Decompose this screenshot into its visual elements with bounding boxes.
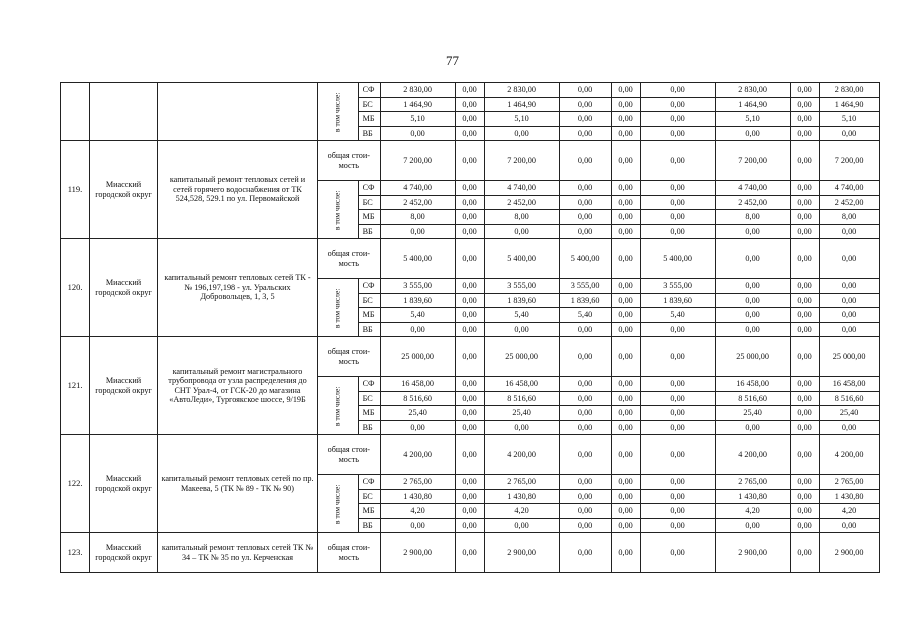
value-cell: 25,40 xyxy=(380,406,455,421)
value-cell: 25 000,00 xyxy=(819,337,879,377)
in-total-text: в том числе: xyxy=(332,484,342,524)
source-code: БС xyxy=(358,97,380,112)
value-cell: 0,00 xyxy=(559,83,611,98)
value-cell: 7 200,00 xyxy=(819,141,879,181)
value-cell: 8,00 xyxy=(484,210,559,225)
value-cell: 1 839,60 xyxy=(640,293,715,308)
value-cell: 25 000,00 xyxy=(484,337,559,377)
value-cell: 0,00 xyxy=(484,518,559,533)
source-code: ВБ xyxy=(358,420,380,435)
value-cell: 4 740,00 xyxy=(819,181,879,196)
source-code: СФ xyxy=(358,83,380,98)
value-cell: 0,00 xyxy=(611,420,640,435)
item-number: 121. xyxy=(61,337,90,435)
value-cell: 0,00 xyxy=(715,279,790,294)
value-cell: 0,00 xyxy=(559,210,611,225)
value-cell: 7 200,00 xyxy=(715,141,790,181)
value-cell: 5 400,00 xyxy=(559,239,611,279)
value-cell: 16 458,00 xyxy=(484,377,559,392)
value-cell: 0,00 xyxy=(790,377,819,392)
value-cell: 0,00 xyxy=(611,279,640,294)
value-cell: 0,00 xyxy=(611,406,640,421)
value-cell: 0,00 xyxy=(455,210,484,225)
value-cell: 0,00 xyxy=(559,518,611,533)
value-cell: 0,00 xyxy=(611,489,640,504)
value-cell: 2 765,00 xyxy=(380,475,455,490)
value-cell: 0,00 xyxy=(455,141,484,181)
value-cell: 1 839,60 xyxy=(559,293,611,308)
value-cell: 0,00 xyxy=(819,293,879,308)
value-cell: 0,00 xyxy=(611,322,640,337)
value-cell: 25,40 xyxy=(819,406,879,421)
value-cell: 0,00 xyxy=(640,420,715,435)
value-cell: 0,00 xyxy=(819,308,879,323)
total-label: общая стои-мость xyxy=(318,239,381,279)
source-code: БС xyxy=(358,293,380,308)
value-cell: 0,00 xyxy=(455,83,484,98)
value-cell: 0,00 xyxy=(455,518,484,533)
source-code: ВБ xyxy=(358,322,380,337)
value-cell: 7 200,00 xyxy=(484,141,559,181)
value-cell: 0,00 xyxy=(559,391,611,406)
value-cell: 2 765,00 xyxy=(819,475,879,490)
value-cell: 0,00 xyxy=(559,112,611,127)
value-cell: 2 830,00 xyxy=(819,83,879,98)
value-cell: 0,00 xyxy=(455,322,484,337)
value-cell: 0,00 xyxy=(611,126,640,141)
value-cell: 0,00 xyxy=(819,239,879,279)
value-cell: 0,00 xyxy=(790,322,819,337)
source-code: СФ xyxy=(358,279,380,294)
value-cell: 2 765,00 xyxy=(484,475,559,490)
item-number: 120. xyxy=(61,239,90,337)
in-total-label xyxy=(318,83,359,141)
item-number: 123. xyxy=(61,533,90,573)
source-code: СФ xyxy=(358,475,380,490)
value-cell: 0,00 xyxy=(819,126,879,141)
value-cell: 2 900,00 xyxy=(819,533,879,573)
value-cell: 0,00 xyxy=(640,406,715,421)
value-cell: 0,00 xyxy=(640,83,715,98)
value-cell: 0,00 xyxy=(611,293,640,308)
description-cell: капитальный ремонт тепловых сетей ТК - № 196,197,198 - ул. Уральских Добровольцев, 1, 3, 5 xyxy=(158,239,318,337)
value-cell: 0,00 xyxy=(819,518,879,533)
value-cell: 0,00 xyxy=(790,181,819,196)
value-cell: 0,00 xyxy=(640,377,715,392)
value-cell: 0,00 xyxy=(819,420,879,435)
total-label: общая стои-мость xyxy=(318,435,381,475)
value-cell: 2 900,00 xyxy=(715,533,790,573)
value-cell: 0,00 xyxy=(484,322,559,337)
value-cell: 0,00 xyxy=(611,435,640,475)
value-cell: 2 830,00 xyxy=(715,83,790,98)
value-cell: 4,20 xyxy=(380,504,455,519)
value-cell: 0,00 xyxy=(790,475,819,490)
value-cell: 0,00 xyxy=(455,475,484,490)
page-number: 77 xyxy=(446,53,459,68)
total-label: общая стои-мость xyxy=(318,337,381,377)
value-cell: 8 516,60 xyxy=(380,391,455,406)
value-cell: 0,00 xyxy=(790,533,819,573)
value-cell: 0,00 xyxy=(640,141,715,181)
value-cell: 0,00 xyxy=(640,504,715,519)
value-cell: 0,00 xyxy=(455,97,484,112)
value-cell: 0,00 xyxy=(640,195,715,210)
item-number: 119. xyxy=(61,141,90,239)
value-cell: 2 900,00 xyxy=(484,533,559,573)
source-code: МБ xyxy=(358,210,380,225)
value-cell: 0,00 xyxy=(559,322,611,337)
value-cell: 0,00 xyxy=(790,435,819,475)
value-cell: 0,00 xyxy=(715,293,790,308)
value-cell: 0,00 xyxy=(455,377,484,392)
value-cell: 16 458,00 xyxy=(380,377,455,392)
source-code: БС xyxy=(358,195,380,210)
value-cell: 0,00 xyxy=(484,126,559,141)
value-cell: 4,20 xyxy=(715,504,790,519)
value-cell: 0,00 xyxy=(559,489,611,504)
source-code: СФ xyxy=(358,181,380,196)
value-cell: 0,00 xyxy=(611,181,640,196)
value-cell: 4 740,00 xyxy=(715,181,790,196)
municipality-cell: Миасский городской округ xyxy=(90,337,158,435)
value-cell: 0,00 xyxy=(640,475,715,490)
municipality-cell xyxy=(90,83,158,141)
value-cell: 1 839,60 xyxy=(380,293,455,308)
value-cell: 8,00 xyxy=(715,210,790,225)
description-cell xyxy=(158,83,318,141)
value-cell: 2 452,00 xyxy=(715,195,790,210)
value-cell: 1 430,80 xyxy=(484,489,559,504)
value-cell: 0,00 xyxy=(455,195,484,210)
value-cell: 5 400,00 xyxy=(640,239,715,279)
value-cell: 8,00 xyxy=(380,210,455,225)
in-total-label xyxy=(318,377,359,435)
item-number xyxy=(61,83,90,141)
value-cell: 0,00 xyxy=(455,279,484,294)
value-cell: 0,00 xyxy=(715,126,790,141)
value-cell: 0,00 xyxy=(640,181,715,196)
value-cell: 0,00 xyxy=(611,504,640,519)
value-cell: 25,40 xyxy=(715,406,790,421)
value-cell: 0,00 xyxy=(790,83,819,98)
value-cell: 0,00 xyxy=(611,97,640,112)
value-cell: 0,00 xyxy=(455,293,484,308)
value-cell: 3 555,00 xyxy=(484,279,559,294)
value-cell: 0,00 xyxy=(559,337,611,377)
municipality-cell: Миасский городской округ xyxy=(90,141,158,239)
value-cell: 0,00 xyxy=(790,239,819,279)
table-row xyxy=(61,83,880,98)
value-cell: 4 200,00 xyxy=(380,435,455,475)
in-total-text: в том числе: xyxy=(332,288,342,328)
value-cell: 5,40 xyxy=(484,308,559,323)
value-cell: 0,00 xyxy=(380,224,455,239)
value-cell: 0,00 xyxy=(611,337,640,377)
value-cell: 0,00 xyxy=(611,224,640,239)
value-cell: 4 200,00 xyxy=(484,435,559,475)
value-cell: 0,00 xyxy=(611,391,640,406)
budget-table xyxy=(60,82,880,573)
value-cell: 0,00 xyxy=(455,435,484,475)
value-cell: 0,00 xyxy=(790,420,819,435)
description-cell: капитальный ремонт тепловых сетей и сетей горячего водоснабжения от ТК 524,528, 529.1 по ул. Первомайской xyxy=(158,141,318,239)
value-cell: 0,00 xyxy=(455,239,484,279)
value-cell: 3 555,00 xyxy=(640,279,715,294)
value-cell: 0,00 xyxy=(640,518,715,533)
description-cell: капитальный ремонт тепловых сетей ТК № 34 – ТК № 35 по ул. Керченская xyxy=(158,533,318,573)
value-cell: 2 765,00 xyxy=(715,475,790,490)
value-cell: 1 464,90 xyxy=(715,97,790,112)
value-cell: 2 830,00 xyxy=(484,83,559,98)
value-cell: 0,00 xyxy=(640,224,715,239)
value-cell: 4,20 xyxy=(819,504,879,519)
value-cell: 0,00 xyxy=(611,195,640,210)
value-cell: 0,00 xyxy=(715,420,790,435)
value-cell: 5,10 xyxy=(484,112,559,127)
table-row xyxy=(61,533,880,573)
value-cell: 0,00 xyxy=(790,337,819,377)
in-total-text: в том числе: xyxy=(332,190,342,230)
value-cell: 5,10 xyxy=(819,112,879,127)
value-cell: 0,00 xyxy=(611,533,640,573)
value-cell: 5,10 xyxy=(715,112,790,127)
source-code: ВБ xyxy=(358,224,380,239)
table-row xyxy=(61,435,880,475)
value-cell: 0,00 xyxy=(455,504,484,519)
source-code: МБ xyxy=(358,112,380,127)
value-cell: 0,00 xyxy=(790,391,819,406)
value-cell: 3 555,00 xyxy=(380,279,455,294)
value-cell: 0,00 xyxy=(715,239,790,279)
value-cell: 0,00 xyxy=(640,435,715,475)
value-cell: 0,00 xyxy=(559,181,611,196)
value-cell: 5,40 xyxy=(640,308,715,323)
value-cell: 0,00 xyxy=(380,126,455,141)
value-cell: 0,00 xyxy=(455,126,484,141)
value-cell: 0,00 xyxy=(790,126,819,141)
value-cell: 8 516,60 xyxy=(819,391,879,406)
value-cell: 0,00 xyxy=(559,224,611,239)
value-cell: 0,00 xyxy=(640,337,715,377)
value-cell: 0,00 xyxy=(790,141,819,181)
table-row xyxy=(61,141,880,181)
value-cell: 0,00 xyxy=(790,489,819,504)
description-cell: капитальный ремонт тепловых сетей по пр. Макеева, 5 (ТК № 89 - ТК № 90) xyxy=(158,435,318,533)
value-cell: 0,00 xyxy=(380,322,455,337)
value-cell: 1 464,90 xyxy=(484,97,559,112)
value-cell: 0,00 xyxy=(559,504,611,519)
value-cell: 25 000,00 xyxy=(380,337,455,377)
value-cell: 0,00 xyxy=(380,420,455,435)
value-cell: 0,00 xyxy=(790,224,819,239)
value-cell: 0,00 xyxy=(559,97,611,112)
value-cell: 1 839,60 xyxy=(484,293,559,308)
source-code: МБ xyxy=(358,406,380,421)
value-cell: 0,00 xyxy=(455,489,484,504)
source-code: БС xyxy=(358,391,380,406)
value-cell: 0,00 xyxy=(790,308,819,323)
value-cell: 0,00 xyxy=(455,533,484,573)
value-cell: 4,20 xyxy=(484,504,559,519)
value-cell: 0,00 xyxy=(611,141,640,181)
value-cell: 5,40 xyxy=(380,308,455,323)
value-cell: 0,00 xyxy=(611,112,640,127)
value-cell: 8 516,60 xyxy=(715,391,790,406)
municipality-cell: Миасский городской округ xyxy=(90,435,158,533)
value-cell: 0,00 xyxy=(640,97,715,112)
value-cell: 0,00 xyxy=(611,239,640,279)
value-cell: 0,00 xyxy=(455,181,484,196)
value-cell: 0,00 xyxy=(790,112,819,127)
value-cell: 0,00 xyxy=(611,83,640,98)
in-total-text: в том числе: xyxy=(332,92,342,132)
value-cell: 0,00 xyxy=(640,322,715,337)
table-row xyxy=(61,239,880,279)
value-cell: 2 900,00 xyxy=(380,533,455,573)
value-cell: 0,00 xyxy=(715,224,790,239)
in-total-text: в том числе: xyxy=(332,386,342,426)
value-cell: 0,00 xyxy=(559,435,611,475)
value-cell: 1 430,80 xyxy=(819,489,879,504)
value-cell: 0,00 xyxy=(559,141,611,181)
value-cell: 0,00 xyxy=(455,391,484,406)
value-cell: 4 740,00 xyxy=(484,181,559,196)
source-code: МБ xyxy=(358,504,380,519)
in-total-label xyxy=(318,279,359,337)
value-cell: 2 452,00 xyxy=(819,195,879,210)
source-code: СФ xyxy=(358,377,380,392)
table-row xyxy=(61,337,880,377)
source-code: ВБ xyxy=(358,518,380,533)
value-cell: 0,00 xyxy=(455,112,484,127)
value-cell: 0,00 xyxy=(715,518,790,533)
value-cell: 0,00 xyxy=(559,406,611,421)
value-cell: 4 200,00 xyxy=(819,435,879,475)
value-cell: 0,00 xyxy=(559,475,611,490)
municipality-cell: Миасский городской округ xyxy=(90,239,158,337)
value-cell: 0,00 xyxy=(715,322,790,337)
value-cell: 8 516,60 xyxy=(484,391,559,406)
value-cell: 4 740,00 xyxy=(380,181,455,196)
in-total-label xyxy=(318,181,359,239)
municipality-cell: Миасский городской округ xyxy=(90,533,158,573)
value-cell: 0,00 xyxy=(484,420,559,435)
value-cell: 0,00 xyxy=(715,308,790,323)
value-cell: 0,00 xyxy=(455,224,484,239)
value-cell: 2 452,00 xyxy=(484,195,559,210)
source-code: БС xyxy=(358,489,380,504)
value-cell: 16 458,00 xyxy=(715,377,790,392)
value-cell: 1 430,80 xyxy=(380,489,455,504)
total-label: общая стои-мость xyxy=(318,533,381,573)
value-cell: 16 458,00 xyxy=(819,377,879,392)
item-number: 122. xyxy=(61,435,90,533)
value-cell: 0,00 xyxy=(455,406,484,421)
value-cell: 0,00 xyxy=(559,126,611,141)
value-cell: 0,00 xyxy=(559,533,611,573)
source-code: МБ xyxy=(358,308,380,323)
value-cell: 25 000,00 xyxy=(715,337,790,377)
value-cell: 0,00 xyxy=(611,377,640,392)
value-cell: 2 830,00 xyxy=(380,83,455,98)
value-cell: 0,00 xyxy=(611,308,640,323)
value-cell: 0,00 xyxy=(640,533,715,573)
value-cell: 0,00 xyxy=(790,279,819,294)
value-cell: 0,00 xyxy=(819,279,879,294)
value-cell: 0,00 xyxy=(640,112,715,127)
value-cell: 0,00 xyxy=(640,210,715,225)
value-cell: 1 464,90 xyxy=(380,97,455,112)
value-cell: 0,00 xyxy=(640,126,715,141)
value-cell: 3 555,00 xyxy=(559,279,611,294)
source-code: ВБ xyxy=(358,126,380,141)
value-cell: 0,00 xyxy=(790,504,819,519)
value-cell: 0,00 xyxy=(640,391,715,406)
value-cell: 0,00 xyxy=(484,224,559,239)
value-cell: 0,00 xyxy=(559,420,611,435)
value-cell: 0,00 xyxy=(790,518,819,533)
value-cell: 0,00 xyxy=(559,195,611,210)
value-cell: 0,00 xyxy=(611,518,640,533)
value-cell: 1 464,90 xyxy=(819,97,879,112)
value-cell: 0,00 xyxy=(455,308,484,323)
value-cell: 0,00 xyxy=(790,195,819,210)
in-total-label xyxy=(318,475,359,533)
value-cell: 0,00 xyxy=(790,97,819,112)
value-cell: 0,00 xyxy=(819,224,879,239)
value-cell: 8,00 xyxy=(819,210,879,225)
value-cell: 0,00 xyxy=(559,377,611,392)
description-cell: капитальный ремонт магистрального трубопровода от узла распределения до СНТ Урал-4, от ГСК-20 до магазина «АвтоЛеди», Тургоякское шоссе, 9/19Б xyxy=(158,337,318,435)
value-cell: 5,40 xyxy=(559,308,611,323)
value-cell: 0,00 xyxy=(790,406,819,421)
value-cell: 7 200,00 xyxy=(380,141,455,181)
value-cell: 0,00 xyxy=(455,420,484,435)
value-cell: 0,00 xyxy=(819,322,879,337)
value-cell: 0,00 xyxy=(790,210,819,225)
value-cell: 4 200,00 xyxy=(715,435,790,475)
value-cell: 2 452,00 xyxy=(380,195,455,210)
value-cell: 0,00 xyxy=(611,210,640,225)
value-cell: 1 430,80 xyxy=(715,489,790,504)
value-cell: 0,00 xyxy=(611,475,640,490)
value-cell: 5 400,00 xyxy=(484,239,559,279)
value-cell: 0,00 xyxy=(790,293,819,308)
total-label: общая стои-мость xyxy=(318,141,381,181)
value-cell: 0,00 xyxy=(455,337,484,377)
value-cell: 5,10 xyxy=(380,112,455,127)
value-cell: 0,00 xyxy=(380,518,455,533)
value-cell: 5 400,00 xyxy=(380,239,455,279)
value-cell: 0,00 xyxy=(640,489,715,504)
value-cell: 25,40 xyxy=(484,406,559,421)
